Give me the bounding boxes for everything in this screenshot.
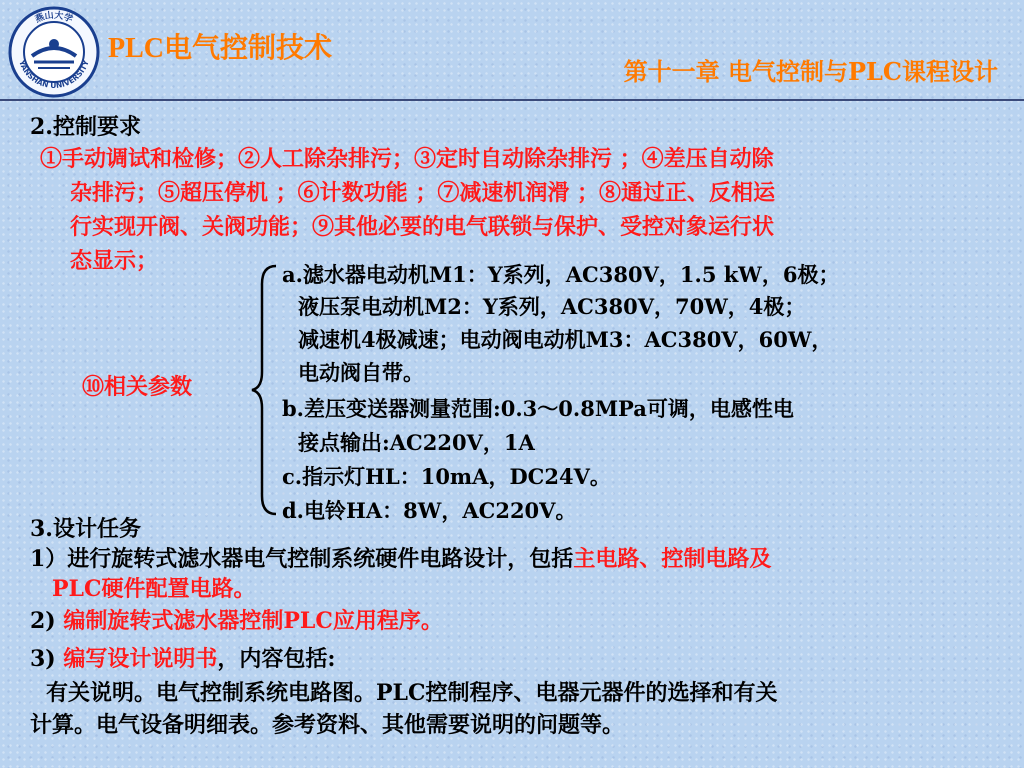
task-2: [30, 604, 443, 638]
task-1-prefix: 1）进行旋转式滤水器电气控制系统硬件电路设计，包括: [30, 546, 574, 572]
param-line-b1: b.差压变送器测量范围:0.3～0.8MPa可调，电感性电: [282, 396, 794, 421]
task-1-line-1: [30, 542, 771, 576]
section2-heading: 2.控制要求: [30, 114, 141, 140]
requirement-line-3: 行实现开阀、关阀功能；⑨其他必要的电气联锁与保护、受控对象运行状: [70, 214, 775, 240]
task-2-prefix: 2): [30, 608, 64, 634]
logo-text-en: YANSHAN UNIVERSITY: [17, 59, 91, 91]
task-2-highlight: 编制旋转式滤水器控制PLC应用程序。: [63, 608, 443, 634]
course-title: PLC电气控制技术: [108, 33, 333, 64]
task-1-line-2: PLC硬件配置电路。: [52, 576, 256, 602]
curly-brace: [250, 264, 280, 516]
param-line-a2: 液压泵电动机M2：Y系列，AC380V，70W，4极；: [298, 294, 806, 319]
requirement-line-1: ①手动调试和检修；②人工除杂排污；③定时自动除杂排污 ；④差压自动除: [40, 146, 774, 172]
task-3-line-2: 有关说明。电气控制系统电路图。PLC控制程序、电器元器件的选择和有关: [46, 680, 778, 706]
task-3-line-3: 计算。电气设备明细表。参考资料、其他需要说明的问题等。: [30, 712, 625, 738]
requirement-line-2: 杂排污；⑤超压停机 ；⑥计数功能 ；⑦减速机润滑 ；⑧通过正、反相运: [70, 180, 775, 206]
param-line-a1: a.滤水器电动机M1：Y系列，AC380V，1.5 kW，6极；: [282, 262, 840, 287]
logo-text-cn: 燕山大学: [33, 10, 75, 26]
param-line-a3: 减速机4极减速；电动阀电动机M3：AC380V，60W，: [298, 327, 833, 352]
param-line-d: d.电铃HA：8W，AC220V。: [282, 498, 577, 523]
param-line-b2: 接点输出:AC220V，1A: [298, 430, 535, 455]
header-divider: [0, 99, 1024, 101]
param-line-a4: 电动阀自带。: [298, 360, 424, 385]
chapter-title: 第十一章 电气控制与PLC课程设计: [623, 57, 998, 86]
task-1-highlight: 主电路、控制电路及: [573, 546, 772, 572]
param-label: ⑩相关参数: [82, 374, 193, 400]
task-3-line-1: [30, 642, 336, 676]
task-3-suffix: ，内容包括:: [217, 646, 336, 672]
task-3-prefix: 3): [30, 646, 64, 672]
requirement-line-4: 态显示；: [70, 248, 159, 274]
university-logo: [8, 6, 100, 98]
task-3-highlight: 编写设计说明书: [63, 646, 218, 672]
section3-heading: 3.设计任务: [30, 516, 141, 542]
param-line-c: c.指示灯HL：10mA，DC24V。: [282, 464, 611, 489]
